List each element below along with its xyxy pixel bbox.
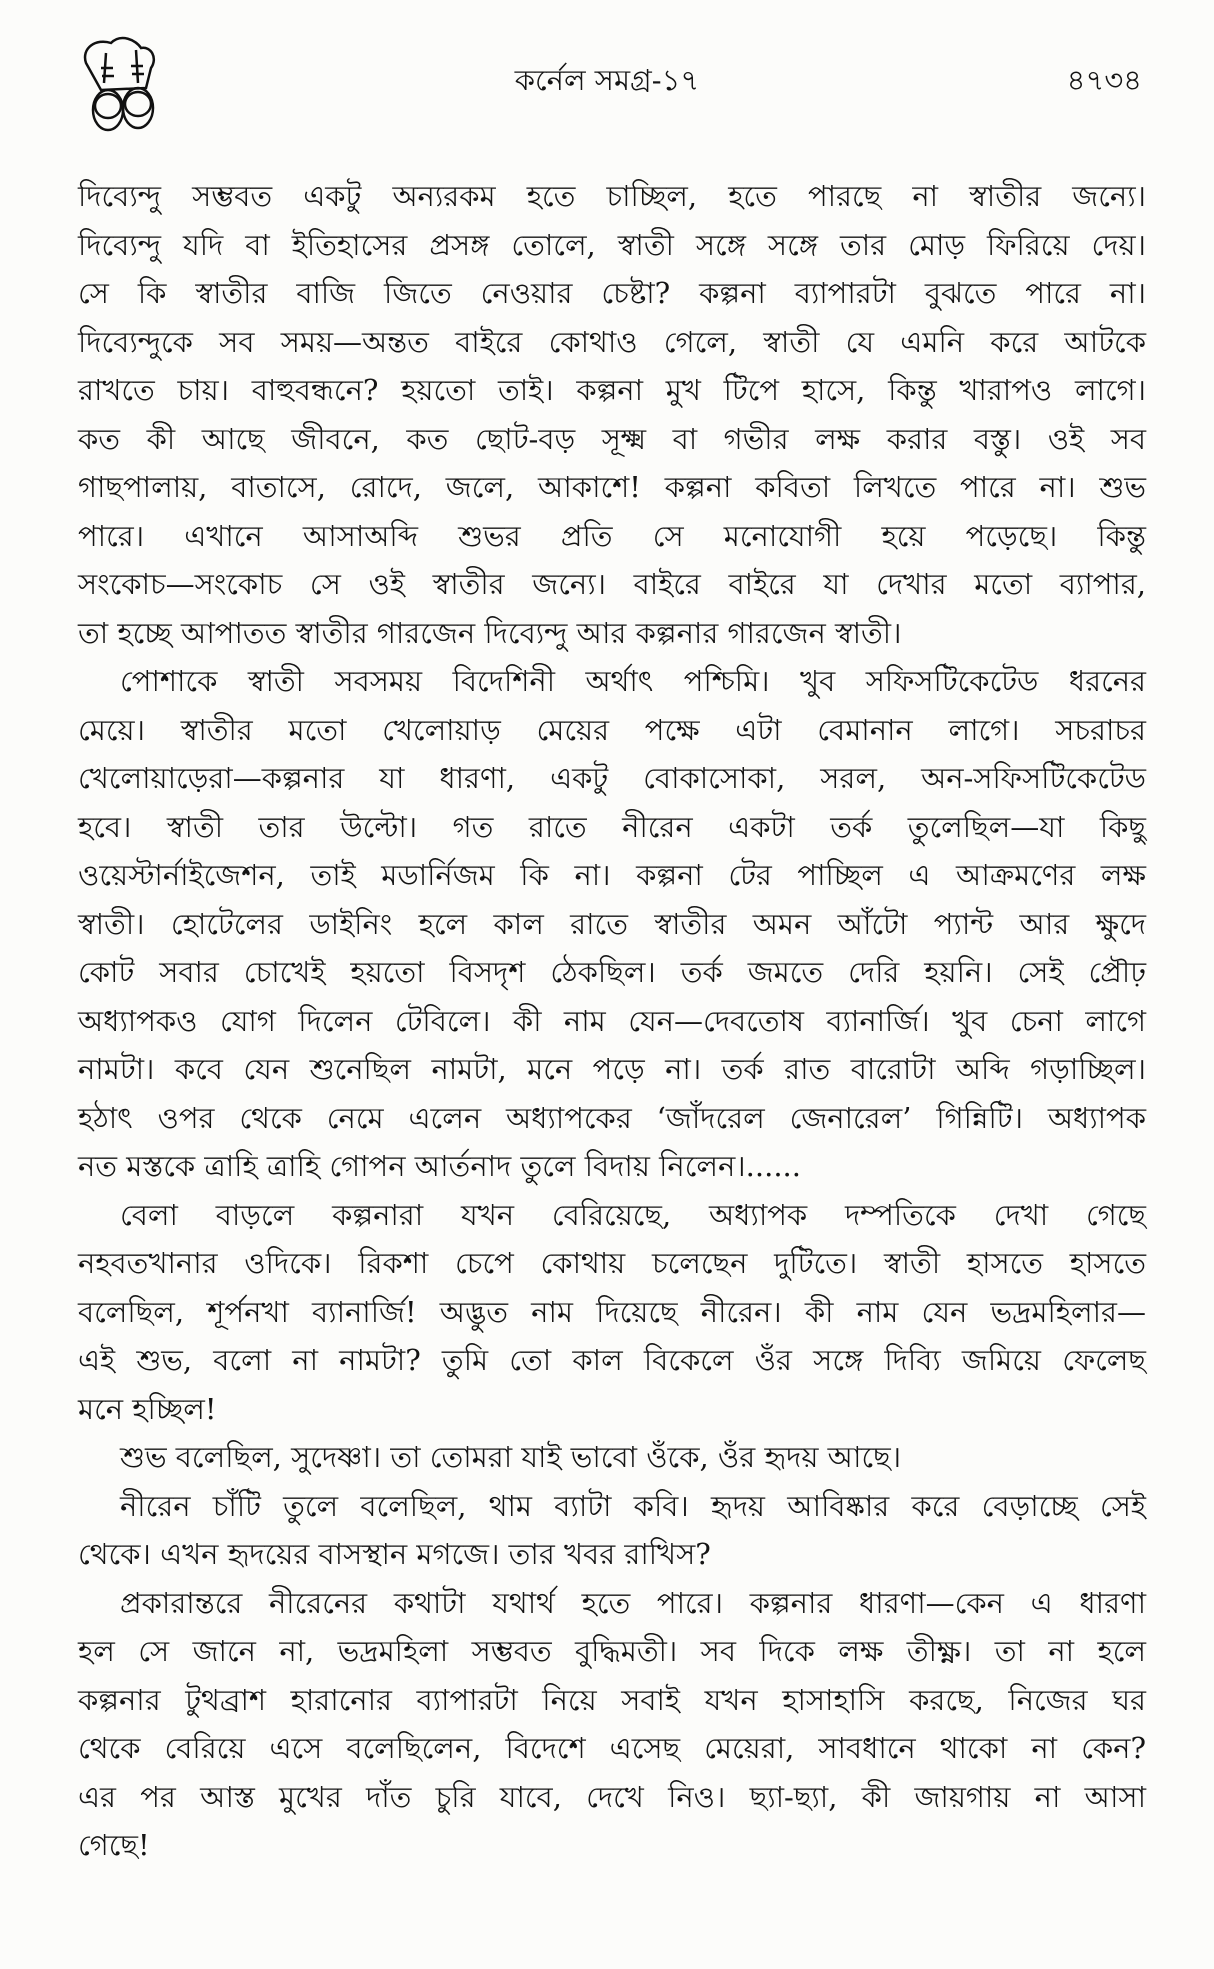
- text-line: হল সে জানে না, ভদ্রমহিলা সম্ভবত বুদ্ধিমতী। সব দিকে লক্ষ তীক্ষ্ণ। তা না হলে: [78, 1634, 1146, 1668]
- text-line: স্বাতী। হোটেলের ডাইনিং হলে কাল রাতে স্বাতীর অমন আঁটো প্যান্ট আর ক্ষুদে: [78, 906, 1146, 941]
- text-line: সে কি স্বাতীর বাজি জিতে নেওয়ার চেষ্টা? কল্পনা ব্যাপারটা বুঝতে পারে না।: [78, 276, 1146, 310]
- text-line: সংকোচ—সংকোচ সে ওই স্বাতীর জন্যে। বাইরে বাইরে যা দেখার মতো ব্যাপার,: [78, 567, 1146, 601]
- body-text: [78, 172, 1146, 1870]
- page-number: ৪৭৩৪: [1066, 63, 1142, 97]
- text-line: এর পর আস্ত মুখের দাঁত চুরি যাবে, দেখে নিও। ছ্যা-ছ্যা, কী জায়গায় না আসা: [78, 1779, 1146, 1814]
- paragraph: [78, 1579, 1146, 1870]
- text-line: হবে। স্বাতী তার উল্টো। গত রাতে নীরেন একটা তর্ক তুলেছিল—যা কিছু: [78, 809, 1146, 844]
- text-line: হঠাৎ ওপর থেকে নেমে এলেন অধ্যাপকের ‘জাঁদরেল জেনারেল’ গিন্নিটি। অধ্যাপক: [78, 1100, 1146, 1135]
- text-line: কোট সবার চোখেই হয়তো বিসদৃশ ঠেকছিল। তর্ক জমতে দেরি হয়নি। সেই প্রৌঢ়: [78, 955, 1146, 989]
- text-line: শুভ বলেছিল, সুদেষ্ণা। তা তোমরা যাই ভাবো ওঁকে, ওঁর হৃদয় আছে।: [120, 1440, 902, 1474]
- text-line: গাছপালায়, বাতাসে, রোদে, জলে, আকাশে! কল্পনা কবিতা লিখতে পারে না। শুভ: [78, 470, 1146, 504]
- text-line: ওয়েস্টার্নাইজেশন, তাই মডার্নিজম কি না। কল্পনা টের পাচ্ছিল এ আক্রমণের লক্ষ: [78, 858, 1146, 892]
- text-line: নীরেন চাঁটি তুলে বলেছিল, থাম ব্যাটা কবি। হৃদয় আবিষ্কার করে বেড়াচ্ছে সেই: [120, 1488, 1146, 1523]
- text-line: নত মস্তকে ত্রাহি ত্রাহি গোপন আর্তনাদ তুলে বিদায় নিলেন।......: [78, 1149, 801, 1183]
- text-line: পারে। এখানে আসাঅব্দি শুভর প্রতি সে মনোযোগী হয়ে পড়েছে। কিন্তু: [78, 518, 1146, 553]
- paragraph: [78, 1433, 1146, 1482]
- running-title: কর্নেল সমগ্র-১৭: [514, 63, 700, 97]
- text-line: কল্পনার টুথব্রাশ হারানোর ব্যাপারটা নিয়ে সবাই যখন হাসাহাসি করছে, নিজের ঘর: [78, 1682, 1146, 1717]
- text-line: থেকে। এখন হৃদয়ের বাসস্থান মগজে। তার খবর রাখিস?: [78, 1537, 711, 1571]
- text-line: রাখতে চায়। বাহুবন্ধনে? হয়তো তাই। কল্পনা মুখ টিপে হাসে, কিন্তু খারাপও লাগে।: [78, 373, 1146, 407]
- text-line: মনে হচ্ছিল!: [78, 1391, 217, 1426]
- text-line: দিব্যেন্দুকে সব সময়—অন্তত বাইরে কোথাও গেলে, স্বাতী যে এমনি করে আটকে: [78, 324, 1146, 359]
- text-line: বেলা বাড়লে কল্পনারা যখন বেরিয়েছে, অধ্যাপক দম্পতিকে দেখা গেছে: [120, 1197, 1146, 1232]
- text-line: নামটা। কবে যেন শুনেছিল নামটা, মনে পড়ে না। তর্ক রাত বারোটা অব্দি গড়াচ্ছিল।: [78, 1052, 1146, 1086]
- paragraph: [78, 1482, 1146, 1579]
- text-line: দিব্যেন্দু সম্ভবত একটু অন্যরকম হতে চাচ্ছিল, হতে পারছে না স্বাতীর জন্যে।: [78, 179, 1146, 213]
- paragraph: [78, 657, 1146, 1191]
- text-line: পোশাকে স্বাতী সবসময় বিদেশিনী অর্থাৎ পশ্চিমি। খুব সফিসটিকেটেড ধরনের: [120, 664, 1146, 698]
- paragraph: [78, 1191, 1146, 1434]
- text-line: অধ্যাপকও যোগ দিলেন টেবিলে। কী নাম যেন—দেবতোষ ব্যানার্জি। খুব চেনা লাগে: [78, 1003, 1146, 1038]
- text-line: কত কী আছে জীবনে, কত ছোট-বড় সূক্ষ্ম বা গভীর লক্ষ করার বস্তু। ওই সব: [78, 421, 1146, 456]
- paragraph: [78, 172, 1146, 657]
- text-line: নহবতখানার ওদিকে। রিকশা চেপে কোথায় চলেছেন দুটিতে। স্বাতী হাসতে হাসতে: [78, 1246, 1146, 1280]
- text-line: তা হচ্ছে আপাতত স্বাতীর গারজেন দিব্যেন্দু আর কল্পনার গারজেন স্বাতী।: [78, 615, 902, 650]
- text-line: থেকে বেরিয়ে এসে বলেছিলেন, বিদেশে এসেছ মেয়েরা, সাবধানে থাকো না কেন?: [78, 1731, 1146, 1765]
- text-line: মেয়ে। স্বাতীর মতো খেলোয়াড় মেয়ের পক্ষে এটা বেমানান লাগে। সচরাচর: [78, 712, 1146, 747]
- text-line: এই শুভ, বলো না নামটা? তুমি তো কাল বিকেলে ওঁর সঙ্গে দিব্যি জমিয়ে ফেলেছ: [78, 1343, 1146, 1377]
- text-line: গেছে!: [78, 1828, 150, 1862]
- text-line: বলেছিল, শূর্পনখা ব্যানার্জি! অদ্ভুত নাম দিয়েছে নীরেন। কী নাম যেন ভদ্রমহিলার—: [78, 1294, 1146, 1329]
- text-line: প্রকারান্তরে নীরেনের কথাটা যথার্থ হতে পারে। কল্পনার ধারণা—কেন এ ধারণা: [120, 1585, 1146, 1620]
- text-line: দিব্যেন্দু যদি বা ইতিহাসের প্রসঙ্গ তোলে, স্বাতী সঙ্গে সঙ্গে তার মোড় ফিরিয়ে দেয়।: [78, 227, 1146, 262]
- text-line: খেলোয়াড়েরা—কল্পনার যা ধারণা, একটু বোকাসোকা, সরল, অন-সফিসটিকেটেড: [78, 761, 1146, 795]
